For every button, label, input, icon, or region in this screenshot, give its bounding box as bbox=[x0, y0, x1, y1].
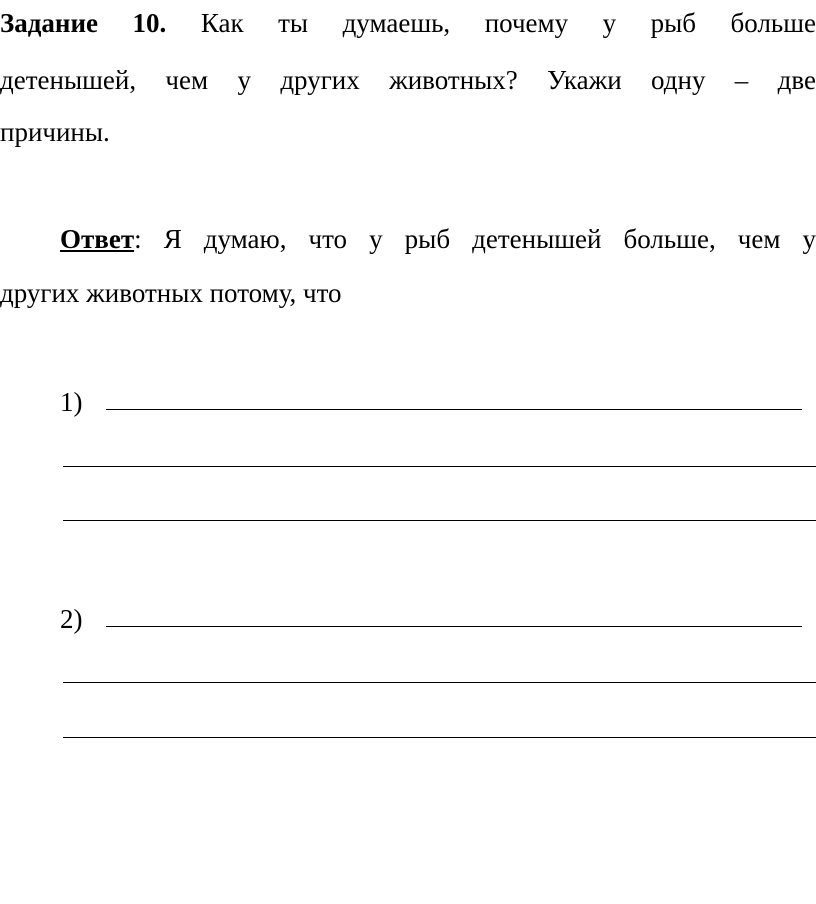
item-1-blank-line-2[interactable] bbox=[63, 466, 816, 467]
answer-colon: : bbox=[134, 224, 142, 254]
answer-label: Ответ bbox=[60, 224, 135, 254]
task-question-line-3: причины. bbox=[0, 117, 110, 147]
item-1-number: 1) bbox=[60, 387, 83, 417]
task-question-line-1 bbox=[0, 7, 816, 39]
answer-line-2: других животных потому, что bbox=[0, 278, 342, 308]
answer-text-1: Я думаю, что у рыб детенышей больше, чем у bbox=[163, 224, 816, 254]
item-1-blank-line-1[interactable] bbox=[106, 409, 802, 410]
task-question-line-2: детенышей, чем у других животных? Укажи одну – две bbox=[0, 65, 816, 95]
task-label: Задание 10. bbox=[0, 8, 167, 38]
task-question-text-1: Как ты думаешь, почему у рыб больше bbox=[200, 8, 816, 38]
item-2-blank-line-2[interactable] bbox=[63, 682, 816, 683]
item-2-blank-line-3[interactable] bbox=[63, 737, 816, 738]
item-1-blank-line-3[interactable] bbox=[63, 520, 816, 521]
item-2-blank-line-1[interactable] bbox=[106, 626, 802, 627]
item-2-number: 2) bbox=[60, 604, 83, 634]
answer-line-1 bbox=[60, 223, 816, 255]
